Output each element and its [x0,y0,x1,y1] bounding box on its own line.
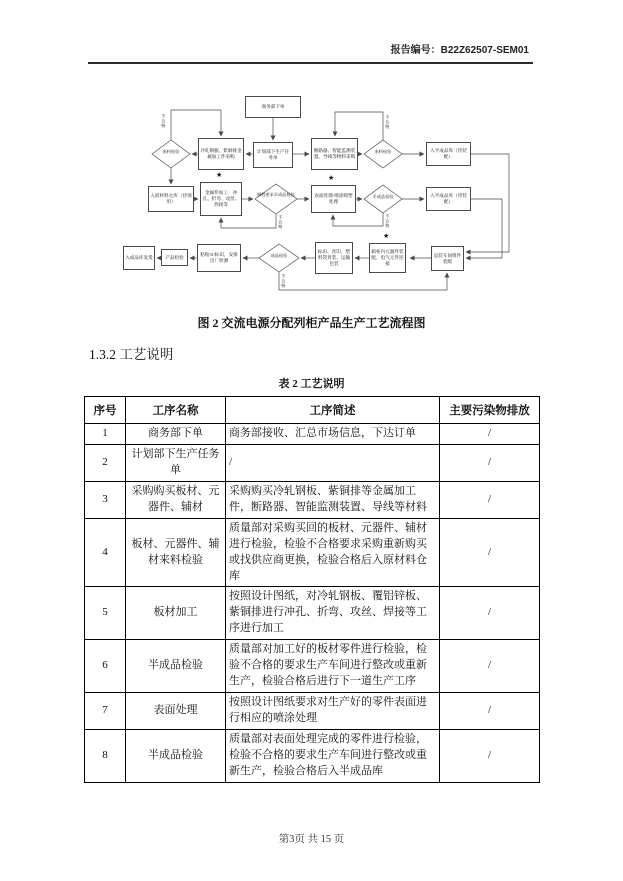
column-header: 工序名称 [126,397,226,424]
table-cell: 半成品检验 [126,729,226,782]
table-cell: 半成品检验 [126,640,226,693]
flow-node-cabinet-assembly: 箱柜内元器件装配、电气元件连接 [369,243,406,273]
table-row [85,481,540,518]
table-body [85,424,540,783]
fail-branch-label: 不合格 [281,274,287,289]
flow-node-final-assembly: 总装车间组件装配 [431,246,464,271]
flow-node-semi-warehouse-mid: 入半成品库（待装配） [426,187,471,211]
table-cell: / [440,693,540,730]
table-cell: 板材加工 [126,587,226,640]
fail-branch-label: 不合格 [385,214,391,229]
flow-node-semi-warehouse-top: 入半成品库（待装配） [426,142,471,166]
flow-node-semi-inspection: 半成品检验 [372,194,394,199]
table-header [85,397,540,424]
table-cell: 按照设计图纸，对冷轧钢板、覆铝锌板、紫铜排进行冲孔、折弯、攻丝、焊接等工序进行加工 [226,587,440,640]
flow-node-metal-processing: 金属件加工：冲孔、折弯、攻丝、焊接等 [200,182,242,216]
table-cell: 质量部对采购买回的板材、元器件、辅材进行检验，检验不合格要求采购重新购买或找供应商更换，检验合格后入原材料仓库 [226,518,440,587]
page-footer: 第3页 共 15 页 [278,834,345,845]
table-cell: 采购购买板材、元器件、辅材 [126,481,226,518]
flow-node-labeling-packaging: 标识、丝印、塑料袋封装、运输包装 [315,242,353,274]
table-row [85,518,540,587]
fail-branch-label: 不合格 [161,114,167,129]
flow-node-incoming-inspection-right: 来料检验 [374,149,392,154]
table-cell: 5 [85,587,126,640]
table-cell: 质量部对表面处理完成的零件进行检验，检验不合格的要求生产车间进行整改或重新生产，检验合格后入半成品库 [226,729,440,782]
table-caption: 表 2 工艺说明 [278,378,345,390]
table-cell: 板材、元器件、辅材来料检验 [126,518,226,587]
process-flowchart [95,88,540,310]
table-cell: 表面处理 [126,693,226,730]
table-row [85,424,540,445]
table-cell: / [226,444,440,481]
header-divider [88,62,533,64]
flow-node-purchase-metal: 冷轧钢板、紫铜排金属加工件采购 [198,138,244,170]
figure-caption: 图 2 交流电源分配列柜产品生产工艺流程图 [197,316,426,330]
section-heading: 1.3.2 工艺说明 [89,347,174,362]
table-cell: 按照设计图纸要求对生产好的零件表面进行相应的喷涂处理 [226,693,440,730]
process-table [84,396,540,783]
table-header-row [85,397,540,424]
flow-node-finished-inspection: 成品检验 [270,253,288,258]
flow-node-purchase-parts: 断路器、智能监测装置、导线等物料采购 [311,138,358,170]
table-cell: 2 [85,444,126,481]
table-cell: / [440,640,540,693]
table-cell: 商务部接收、汇总市场信息，下达订单 [226,424,440,445]
table-cell: 计划部下生产任务单 [126,444,226,481]
flow-node-order: 商务部下单 [245,96,301,118]
table-row [85,587,540,640]
flow-node-ccc-marking: 粘贴3C标识，安排出厂检测 [197,244,241,272]
flow-node-surface-treatment: 表面处理-喷涂喷塑处理 [311,185,356,213]
table-row [85,640,540,693]
fail-branch-label: 不合格 [385,115,391,130]
flow-node-product-inspection: 产品检验 [161,249,188,266]
flow-node-raw-warehouse: 入原材料仓库（待领用） [148,186,194,212]
table-cell: 商务部下单 [126,424,226,445]
table-cell: / [440,424,540,445]
table-cell: / [440,729,540,782]
table-cell: 3 [85,481,126,518]
column-header: 序号 [85,397,126,424]
fail-branch-label: 不合格 [278,215,284,230]
key-process-star-icon: ★ [383,232,390,240]
table-cell: / [440,444,540,481]
table-cell: 6 [85,640,126,693]
table-cell: / [440,481,540,518]
column-header: 工序简述 [226,397,440,424]
table-row [85,444,540,481]
table-row [85,729,540,782]
table-row [85,693,540,730]
flow-node-finished-warehouse: 入成品库发货 [123,246,155,270]
flow-node-process-inspection: 制程要求半成品检验 [257,192,295,197]
column-header: 主要污染物排放 [440,397,540,424]
flow-node-incoming-inspection-left: 来料检验 [162,149,180,154]
table-cell: 8 [85,729,126,782]
key-process-star-icon: ★ [216,171,223,179]
table-cell: 7 [85,693,126,730]
table-cell: / [440,518,540,587]
table-cell: 4 [85,518,126,587]
table-cell: 1 [85,424,126,445]
flow-node-plan: 计划部下生产任务单 [253,142,293,168]
table-cell: 质量部对加工好的板材零件进行检验，检验不合格的要求生产车间进行整改或重新生产，检验合格后进行下一道生产工序 [226,640,440,693]
table-cell: / [440,587,540,640]
report-number: 报告编号：B22Z62507-SEM01 [390,45,529,56]
table-cell: 采购购买冷轧钢板、紫铜排等金属加工件，断路器、智能监测装置、导线等材料 [226,481,440,518]
key-process-star-icon: ★ [328,174,335,182]
